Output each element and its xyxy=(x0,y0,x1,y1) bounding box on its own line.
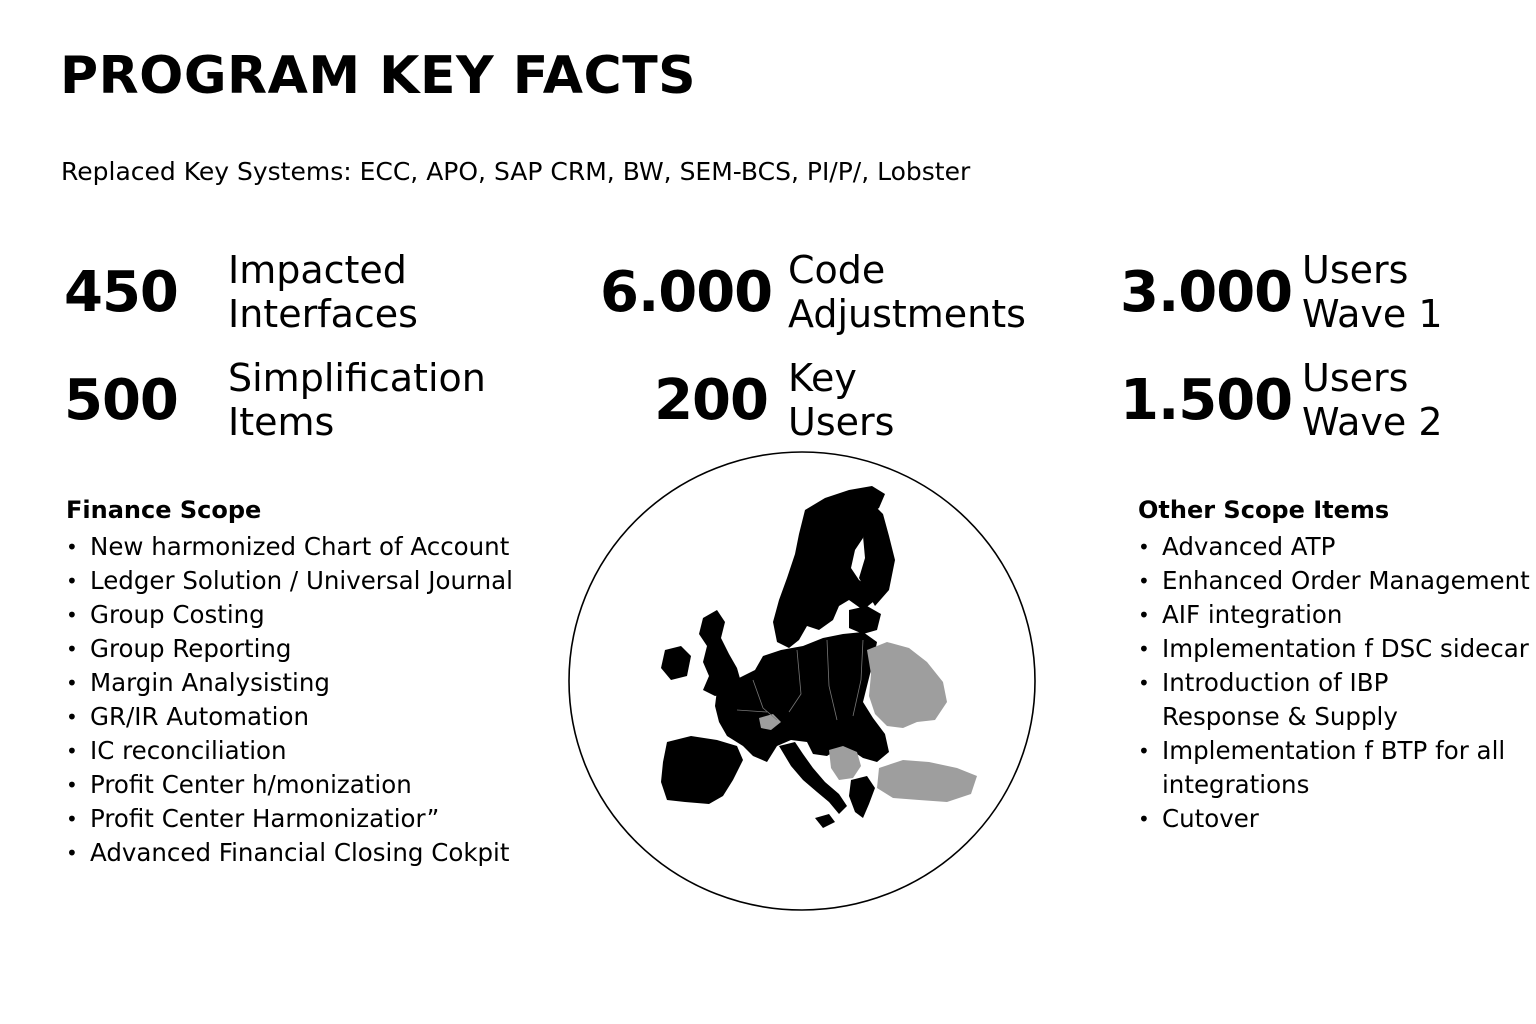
list-item xyxy=(1138,530,1530,564)
stat-users-wave-1 xyxy=(1120,248,1443,336)
stat-label-line: Impacted xyxy=(228,248,407,292)
list-item: • New harmonized Chart of Account xyxy=(66,530,536,564)
page-title: PROGRAM KEY FACTS xyxy=(60,46,697,106)
list-item: • Profit Center h/monization xyxy=(66,768,536,802)
iberia-shape xyxy=(661,736,743,804)
stat-value: 3.000 xyxy=(1120,259,1293,325)
finance-scope-list xyxy=(66,530,536,870)
baltics-shape xyxy=(849,606,881,634)
stat-label-line: Wave 1 xyxy=(1302,292,1443,336)
stat-label-line: Users xyxy=(788,400,895,444)
stat-label-line: Wave 2 xyxy=(1302,400,1443,444)
list-item: • Margin Analysisting xyxy=(66,666,536,700)
finance-scope xyxy=(66,496,536,870)
list-item-line: • Implementation f DSC sidecar xyxy=(1162,634,1529,663)
greece-shape xyxy=(849,776,875,818)
list-item: • GR/IR Automation xyxy=(66,700,536,734)
stat-label xyxy=(1302,248,1443,336)
replaced-systems-subtitle: Replaced Key Systems: ECC, APO, SAP CRM, BW, SEM-BCS, PI/P/, Lobster xyxy=(61,157,971,186)
stat-label xyxy=(228,356,486,444)
list-item: • Group Reporting xyxy=(66,632,536,666)
other-scope xyxy=(1138,496,1530,836)
stat-label-line: Simplification xyxy=(228,356,486,400)
list-item-line: Response & Supply xyxy=(1162,702,1398,731)
stat-label-line: Key xyxy=(788,356,857,400)
list-item-line: integrations xyxy=(1162,770,1310,799)
stat-value: 450 xyxy=(64,259,178,325)
stat-label xyxy=(788,248,1026,336)
stat-value: 200 xyxy=(654,367,768,433)
list-item-line: • Advanced ATP xyxy=(1162,532,1336,561)
stat-key-users xyxy=(600,356,894,444)
other-scope-list xyxy=(1138,530,1530,836)
list-item-line: • Introduction of IBP xyxy=(1162,668,1389,697)
list-item xyxy=(1138,632,1530,666)
stat-label-line: Users xyxy=(1302,248,1409,292)
stat-users-wave-2 xyxy=(1120,356,1443,444)
list-item: • IC reconciliation xyxy=(66,734,536,768)
stat-code-adjustments xyxy=(600,248,1026,336)
stat-value: 500 xyxy=(64,367,178,433)
list-item xyxy=(1138,666,1530,734)
stat-label xyxy=(788,356,894,444)
eastern-europe-shape xyxy=(867,642,947,728)
stat-value: 6.000 xyxy=(600,259,773,325)
list-item: • Profit Center Harmonizatior” xyxy=(66,802,536,836)
list-item: • Group Costing xyxy=(66,598,536,632)
west-central-europe-shape xyxy=(715,632,889,762)
list-item: • Advanced Financial Closing Cokpit xyxy=(66,836,536,870)
europe-map-icon xyxy=(567,450,1037,912)
stat-simplification-items xyxy=(64,356,486,444)
ireland-shape xyxy=(661,646,691,680)
finance-scope-heading: Finance Scope xyxy=(66,496,262,524)
stat-label-line: Adjustments xyxy=(788,292,1026,336)
stat-label-line: Code xyxy=(788,248,886,292)
stat-value: 1.500 xyxy=(1120,367,1293,433)
list-item-line: • Implementation f BTP for all xyxy=(1162,736,1506,765)
sicily-shape xyxy=(815,814,835,828)
list-item: • Ledger Solution / Universal Journal xyxy=(66,564,536,598)
stat-impacted-interfaces xyxy=(64,248,418,336)
stat-label-line: Users xyxy=(1302,356,1409,400)
stat-label xyxy=(1302,356,1443,444)
stat-label-line: Items xyxy=(228,400,335,444)
list-item xyxy=(1138,734,1530,802)
turkey-shape xyxy=(877,760,977,802)
other-scope-heading: Other Scope Items xyxy=(1138,496,1390,524)
list-item xyxy=(1138,598,1530,632)
list-item-line: • AIF integration xyxy=(1162,600,1343,629)
stat-label xyxy=(228,248,418,336)
list-item-line: • Cutover xyxy=(1162,804,1259,833)
list-item xyxy=(1138,802,1530,836)
list-item-line: • Enhanced Order Management xyxy=(1162,566,1530,595)
list-item xyxy=(1138,564,1530,598)
stat-label-line: Interfaces xyxy=(228,292,418,336)
